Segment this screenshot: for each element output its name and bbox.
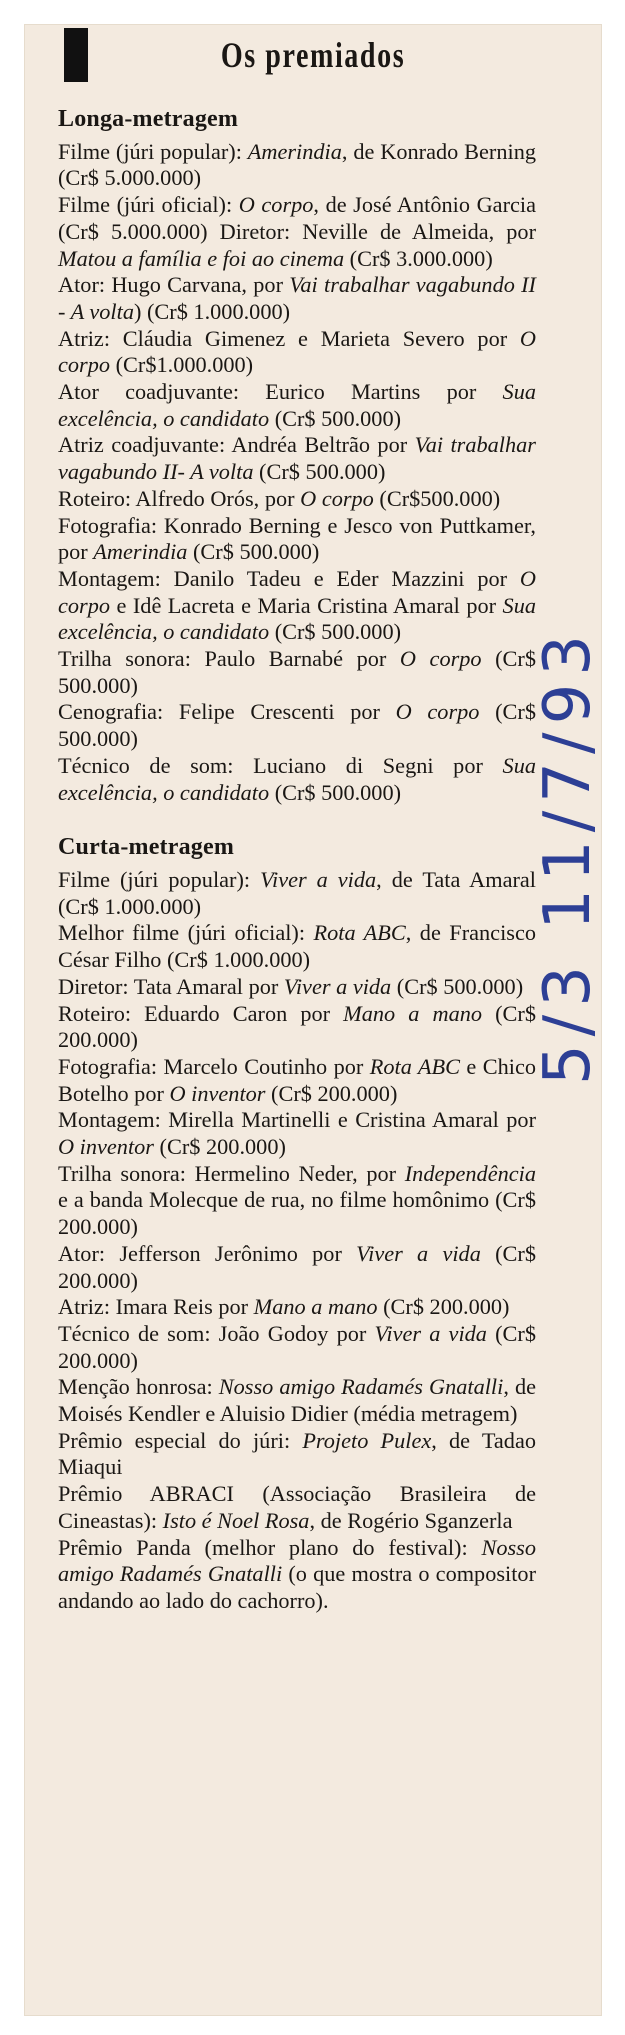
film-title: Sua excelência, o candidato bbox=[58, 592, 536, 645]
award-entry bbox=[58, 699, 536, 752]
award-entry bbox=[58, 192, 536, 272]
film-title: O corpo bbox=[58, 325, 536, 378]
entry-text: Atriz coadjuvante: Andréa Beltrão por bbox=[58, 432, 415, 458]
entry-text: Prêmio Panda (melhor plano do festival): bbox=[58, 1534, 482, 1560]
film-title: Viver a vida bbox=[374, 1320, 487, 1346]
handwritten-date-text: 5/3 11/7/93 bbox=[531, 626, 605, 1086]
entry-text: (Cr$ 500.000) bbox=[58, 699, 536, 752]
entry-text: (Cr$ 200.000) bbox=[265, 1080, 398, 1106]
entry-text: (Cr$ 200.000) bbox=[153, 1134, 286, 1160]
entry-list bbox=[58, 867, 536, 1615]
entry-text: Técnico de som: João Godoy por bbox=[58, 1320, 375, 1346]
entry-text: Filme (júri popular): bbox=[58, 866, 261, 892]
entry-text: (Cr$1.000.000) bbox=[110, 352, 254, 378]
award-entry bbox=[58, 974, 536, 1001]
entry-text: Diretor: Tata Amaral por bbox=[58, 973, 284, 999]
entry-text: Filme (júri popular): bbox=[58, 138, 248, 164]
film-title: Isto é Noel Rosa bbox=[162, 1507, 310, 1533]
entry-list bbox=[58, 139, 536, 807]
entry-text: Técnico de som: Luciano di Segni por bbox=[58, 752, 503, 778]
entry-text: Trilha sonora: Hermelino Neder, por bbox=[58, 1160, 405, 1186]
film-title: Nosso amigo Radamés Gnatalli bbox=[218, 1374, 504, 1400]
entry-text: Ator: Jefferson Jerônimo por bbox=[58, 1240, 357, 1266]
entry-text: (Cr$ 500.000) bbox=[58, 646, 537, 698]
entry-text: (Cr$ 500.000) bbox=[253, 459, 386, 485]
film-title: O corpo bbox=[238, 192, 314, 218]
film-title: O corpo bbox=[58, 565, 536, 618]
film-title: Mano a mano bbox=[343, 1000, 483, 1026]
film-title: Independência bbox=[404, 1160, 536, 1186]
award-entry bbox=[58, 1428, 536, 1481]
entry-text: Ator coadjuvante: Eurico Martins por bbox=[58, 379, 503, 405]
entry-text: , de Moisés Kendler e Aluisio Didier (média metragem) bbox=[58, 1374, 537, 1427]
section-curta bbox=[58, 834, 536, 1614]
film-title: Vai trabalhar vagabundo II- A volta bbox=[58, 432, 536, 485]
entry-text: (Cr$500.000) bbox=[373, 485, 501, 511]
award-entry bbox=[58, 1321, 536, 1374]
award-entry bbox=[58, 1481, 536, 1534]
entry-text: Atriz: Cláudia Gimenez e Marieta Severo por bbox=[58, 325, 520, 351]
entry-text: , de Tata Amaral (Cr$ 1.000.000) bbox=[58, 866, 536, 919]
film-title: Matou a família e foi ao cinema bbox=[58, 245, 345, 271]
award-entry bbox=[58, 753, 536, 806]
entry-text: Melhor filme (júri oficial): bbox=[58, 920, 314, 946]
entry-text: (Cr$ 200.000) bbox=[58, 1320, 536, 1373]
award-entry bbox=[58, 432, 536, 485]
entry-text: (Cr$ 200.000) bbox=[58, 1240, 536, 1293]
entry-text: e a banda Molecque de rua, no filme homônimo (Cr$ 200.000) bbox=[58, 1187, 536, 1240]
award-entry bbox=[58, 139, 536, 192]
entry-text: Atriz: Imara Reis por bbox=[58, 1294, 254, 1320]
award-entry bbox=[58, 1107, 536, 1160]
award-entry bbox=[58, 1535, 536, 1615]
entry-text: (Cr$ 500.000) bbox=[269, 619, 402, 645]
entry-text: Trilha sonora: Paulo Barnabé por bbox=[58, 646, 400, 672]
entry-text: , de José Antônio Garcia (Cr$ 5.000.000) Diretor: Neville de Almeida, por bbox=[58, 192, 536, 244]
award-entry bbox=[58, 1161, 536, 1241]
handwritten-date bbox=[518, 626, 618, 1086]
entry-text: Filme (júri oficial): bbox=[58, 192, 239, 218]
entry-text: (Cr$ 200.000) bbox=[377, 1294, 510, 1320]
entry-text: (Cr$ 500.000) bbox=[269, 405, 402, 431]
entry-text: , de Rogério Sganzerla bbox=[309, 1507, 513, 1533]
award-entry bbox=[58, 513, 536, 566]
award-entry bbox=[58, 1294, 536, 1321]
entry-text: e Chico Botelho por bbox=[58, 1053, 536, 1106]
entry-text: Prêmio ABRACI (Associação Brasileira de Cineastas): bbox=[58, 1481, 536, 1533]
film-title: Amerindia bbox=[93, 539, 188, 565]
film-title: Mano a mano bbox=[253, 1294, 378, 1320]
entry-text: Montagem: Mirella Martinelli e Cristina Amaral por bbox=[58, 1107, 536, 1133]
entry-text: Roteiro: Alfredo Orós, por bbox=[58, 485, 301, 511]
entry-text: , de Francisco César Filho (Cr$ 1.000.000) bbox=[58, 920, 536, 973]
film-title: O corpo bbox=[395, 699, 480, 725]
film-title: Vai trabalhar vagabundo II - A volta bbox=[58, 272, 536, 324]
film-title: Sua excelência, o candidato bbox=[58, 379, 536, 431]
entry-text: , de Konrado Berning (Cr$ 5.000.000) bbox=[58, 138, 536, 191]
film-title: Rota ABC bbox=[313, 920, 406, 946]
section-title: Curta-metragem bbox=[58, 834, 235, 861]
entry-text: Prêmio especial do júri: bbox=[58, 1427, 303, 1453]
award-entry bbox=[58, 566, 536, 646]
entry-text: (Cr$ 500.000) bbox=[391, 973, 524, 999]
award-entry bbox=[58, 1054, 536, 1107]
header bbox=[24, 24, 602, 90]
entry-text: (Cr$ 500.000) bbox=[269, 779, 402, 805]
entry-text: , de Tadao Miaqui bbox=[58, 1427, 536, 1480]
film-title: Nosso amigo Radamés Gnatalli bbox=[58, 1534, 536, 1587]
entry-text: ) (Cr$ 1.000.000) bbox=[133, 298, 291, 324]
film-title: O inventor bbox=[169, 1080, 266, 1106]
section-longa bbox=[58, 106, 536, 806]
award-entry bbox=[58, 1001, 536, 1054]
entry-text: e Idê Lacreta e Maria Cristina Amaral por bbox=[110, 592, 503, 618]
film-title: Viver a vida bbox=[356, 1240, 481, 1266]
film-title: Viver a vida bbox=[283, 973, 392, 999]
film-title: Viver a vida bbox=[260, 866, 377, 892]
entry-text: (Cr$ 3.000.000) bbox=[344, 245, 493, 271]
film-title: Projeto Pulex bbox=[302, 1427, 432, 1453]
award-entry bbox=[58, 867, 536, 920]
entry-text: Montagem: Danilo Tadeu e Eder Mazzini por bbox=[58, 565, 520, 591]
entry-text: Fotografia: Marcelo Coutinho por bbox=[58, 1053, 370, 1079]
award-entry bbox=[58, 379, 536, 432]
film-title: Sua excelência, o candidato bbox=[58, 752, 536, 805]
award-entry bbox=[58, 486, 536, 513]
film-title: O corpo bbox=[399, 646, 482, 672]
award-entry bbox=[58, 1241, 536, 1294]
entry-text: (Cr$ 200.000) bbox=[58, 1000, 536, 1053]
entry-text: Roteiro: Eduardo Caron por bbox=[58, 1000, 344, 1026]
entry-text: (o que mostra o compositor andando ao lado do cachorro). bbox=[58, 1561, 536, 1613]
award-entry bbox=[58, 646, 536, 699]
award-entry bbox=[58, 1374, 536, 1427]
section-title: Longa-metragem bbox=[58, 106, 239, 132]
film-title: O corpo bbox=[300, 485, 374, 511]
entry-text: Fotografia: Konrado Berning e Jesco von Puttkamer, por bbox=[58, 512, 536, 565]
entry-text: Cenografia: Felipe Crescenti por bbox=[58, 699, 396, 725]
page-title: Os premiados bbox=[220, 35, 406, 75]
article-body bbox=[58, 106, 536, 1615]
award-entry bbox=[58, 920, 536, 973]
black-bar-ornament bbox=[64, 28, 88, 82]
entry-text: Menção honrosa: bbox=[58, 1374, 219, 1400]
film-title: O inventor bbox=[58, 1134, 154, 1160]
film-title: Amerindia bbox=[247, 138, 342, 164]
entry-text: Ator: Hugo Carvana, por bbox=[58, 272, 290, 298]
award-entry bbox=[58, 272, 536, 325]
film-title: Rota ABC bbox=[369, 1053, 460, 1079]
entry-text: (Cr$ 500.000) bbox=[187, 539, 320, 565]
newspaper-clipping bbox=[24, 24, 605, 2016]
award-entry bbox=[58, 326, 536, 379]
